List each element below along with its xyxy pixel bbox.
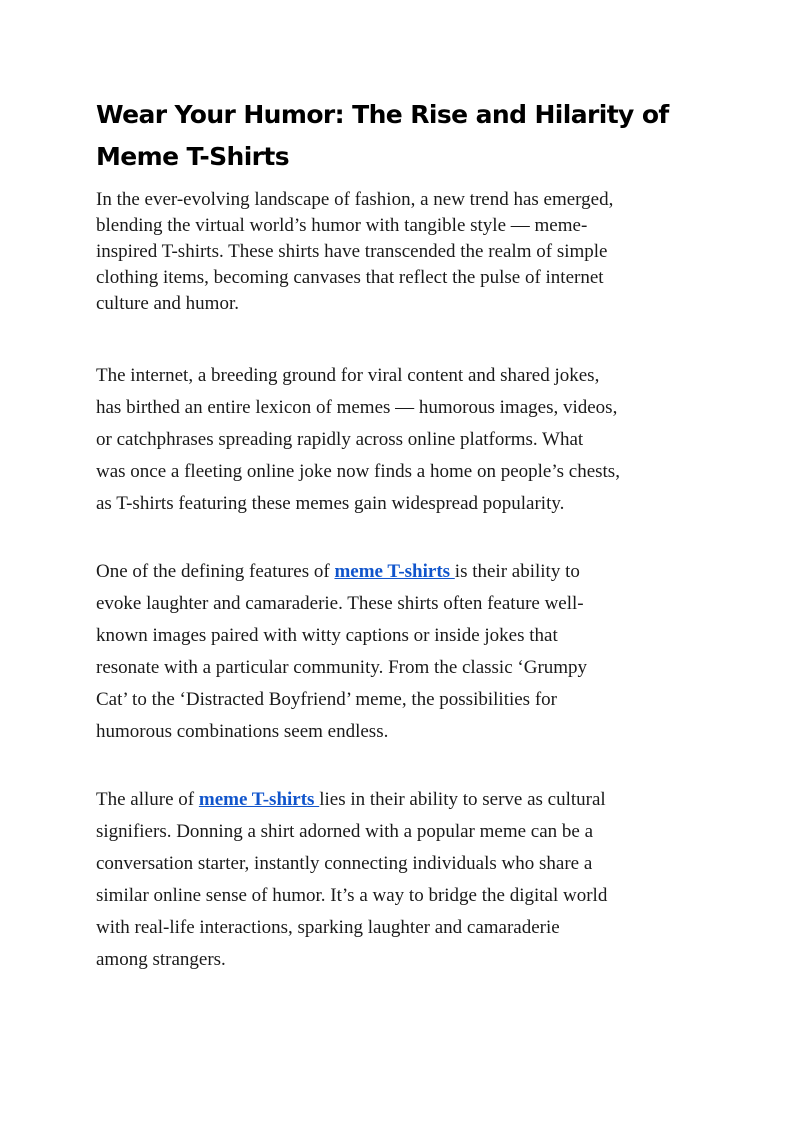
document-page	[96, 94, 696, 976]
paragraph-line: blending the virtual world’s humor with tangible style — meme-	[96, 215, 588, 236]
meme-tshirts-link[interactable]: meme T-shirts	[334, 561, 455, 582]
paragraph-line: The internet, a breeding ground for viral content and shared jokes,	[96, 365, 600, 386]
paragraph-text: One of the defining features of	[96, 561, 335, 582]
title-line-2: Meme T-Shirts	[96, 142, 290, 171]
paragraph-line: resonate with a particular community. From the classic ‘Grumpy	[96, 657, 588, 678]
paragraph-line: was once a fleeting online joke now finds a home on people’s chests,	[96, 461, 620, 482]
paragraph-line: as T-shirts featuring these memes gain widespread popularity.	[96, 493, 565, 514]
paragraph-line: similar online sense of humor. It’s a way to bridge the digital world	[96, 885, 608, 906]
paragraph-line: clothing items, becoming canvases that reflect the pulse of internet	[96, 267, 604, 288]
paragraph-intro	[96, 187, 696, 317]
paragraph-line: Cat’ to the ‘Distracted Boyfriend’ meme, the possibilities for	[96, 689, 557, 710]
paragraph-line: humorous combinations seem endless.	[96, 721, 389, 742]
paragraph-line: known images paired with witty captions or inside jokes that	[96, 625, 558, 646]
paragraph-text: lies in their ability to serve as cultural	[319, 789, 606, 810]
paragraph-text: is their ability to	[454, 561, 580, 582]
title-line-1: Wear Your Humor: The Rise and Hilarity of	[96, 100, 669, 129]
page-title	[96, 94, 696, 178]
paragraph-internet	[96, 360, 696, 520]
paragraph-allure	[96, 784, 696, 976]
meme-tshirts-link[interactable]: meme T-shirts	[198, 789, 320, 810]
paragraph-line	[96, 556, 696, 588]
paragraph-line: inspired T-shirts. These shirts have transcended the realm of simple	[96, 241, 608, 262]
paragraph-line	[96, 784, 696, 816]
paragraph-line: culture and humor.	[96, 293, 239, 314]
paragraph-line: with real-life interactions, sparking laughter and camaraderie	[96, 917, 560, 938]
paragraph-line: signifiers. Donning a shirt adorned with a popular meme can be a	[96, 821, 594, 842]
paragraph-line: evoke laughter and camaraderie. These shirts often feature well-	[96, 593, 584, 614]
paragraph-line: conversation starter, instantly connecting individuals who share a	[96, 853, 593, 874]
paragraph-line: In the ever-evolving landscape of fashion, a new trend has emerged,	[96, 189, 614, 210]
paragraph-text: The allure of	[96, 789, 199, 810]
paragraph-line: or catchphrases spreading rapidly across online platforms. What	[96, 429, 584, 450]
paragraph-defining-features	[96, 556, 696, 748]
paragraph-line: among strangers.	[96, 949, 226, 970]
paragraph-line: has birthed an entire lexicon of memes — humorous images, videos,	[96, 397, 618, 418]
